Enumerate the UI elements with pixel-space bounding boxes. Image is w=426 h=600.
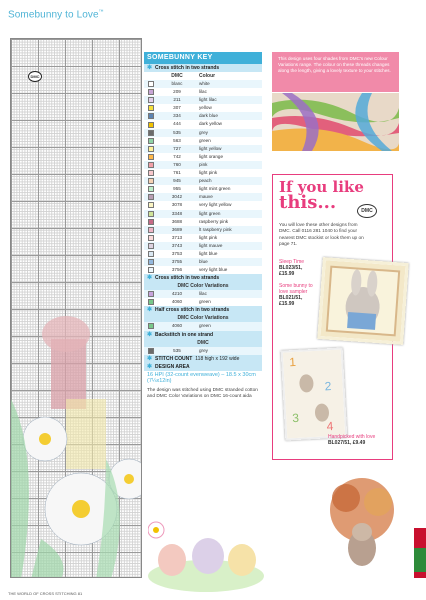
dmc-number: 3042	[171, 194, 183, 200]
key-rows-backstitch	[144, 347, 262, 355]
dmc-number: 4060	[171, 323, 183, 329]
sleep-time-photo	[317, 257, 409, 345]
svg-text:3: 3	[291, 410, 300, 426]
swatch-icon	[144, 153, 158, 161]
colour-name: dark yellow	[199, 121, 222, 127]
dmc-number: 3348	[171, 210, 183, 216]
bunnies-image	[148, 516, 266, 592]
swatch-icon	[144, 290, 158, 298]
swatch-icon	[144, 322, 158, 330]
colour-name: dark blue	[199, 113, 218, 119]
colour-name: grey	[199, 129, 208, 135]
sleep-time-image	[320, 260, 405, 341]
dmc-number: 4060	[171, 299, 183, 305]
dmc-number: 3743	[171, 242, 183, 248]
key-rows	[144, 80, 262, 274]
key-row	[144, 80, 262, 88]
dmc-number: 3689	[171, 226, 183, 232]
product-handpicked-code: BL027/51, £9.49	[328, 440, 366, 446]
swatch-icon	[144, 88, 158, 96]
dmc-number: 3078	[171, 202, 183, 208]
sub-dmc-variations-2: DMC Color Variations	[144, 314, 262, 322]
swatch-icon	[144, 226, 158, 234]
sampler-photo	[281, 347, 348, 440]
threads-photo	[272, 93, 399, 151]
colour-name: grey	[199, 347, 208, 353]
dmc-number: 3688	[171, 218, 183, 224]
product-sampler: Some bunny to love sampler BL021/51, £15.99	[279, 283, 313, 307]
edge-tab-green	[414, 548, 426, 572]
colour-name: mauve	[199, 194, 213, 200]
key-row	[144, 129, 262, 137]
colour-name: yellow	[199, 105, 212, 111]
sub-dmc: DMC	[144, 339, 262, 347]
key-rows-variations	[144, 290, 262, 306]
star-icon: ✱	[147, 307, 153, 314]
swatch-icon	[144, 266, 158, 274]
svg-text:2: 2	[324, 379, 332, 394]
dmc-number: 444	[173, 121, 181, 127]
chart-artwork	[11, 39, 142, 578]
page-footer: THE WORLD OF CROSS STITCHING 81	[8, 591, 83, 596]
colour-name: white	[199, 81, 210, 86]
dmc-number: 211	[173, 97, 181, 103]
handpicked-photo	[316, 474, 408, 574]
product-handpicked-name: Handpicked with love	[328, 434, 376, 440]
colour-name: light mauve	[199, 242, 223, 248]
colour-name: peach	[199, 178, 212, 184]
dmc-number: 761	[173, 170, 181, 176]
key-row	[144, 161, 262, 169]
col-dmc: DMC	[171, 73, 183, 79]
section-backstitch: ✱ Backstitch in one strand	[144, 331, 262, 339]
swatch-icon	[144, 193, 158, 201]
key-rows-half-cross	[144, 322, 262, 330]
swatch-icon	[144, 169, 158, 177]
key-row	[144, 322, 262, 330]
key-row	[144, 169, 262, 177]
key-row	[144, 226, 262, 234]
key-row	[144, 250, 262, 258]
materials-note: The design was stitched using DMC stranded cotton and DMC Color Variations on DMC 16-count aida	[147, 387, 258, 399]
swatch-icon	[144, 218, 158, 226]
dmc-number: blanc	[171, 81, 183, 86]
swatch-icon	[144, 185, 158, 193]
if-you-like-text: You will love these other designs from DMC. Call 0116 281 1040 to find your nearest DMC stockist or look them up on page 71.	[279, 222, 364, 246]
dmc-number: 3756	[171, 267, 183, 273]
swatch-icon	[144, 145, 158, 153]
key-row	[144, 210, 262, 218]
colour-name: lilac	[199, 89, 207, 95]
dmc-number: 742	[173, 153, 181, 159]
key-row	[144, 120, 262, 128]
colour-name: blue	[199, 259, 208, 265]
key-row	[144, 298, 262, 306]
dmc-number: 727	[173, 145, 181, 151]
product-sleep-time: Sleep Time BL023/51, £15.99	[279, 259, 305, 277]
key-row	[144, 88, 262, 96]
sampler-image	[283, 350, 345, 439]
swatch-icon	[144, 161, 158, 169]
swatch-icon	[144, 242, 158, 250]
dmc-number: 535	[173, 347, 181, 353]
dmc-number: 760	[173, 161, 181, 167]
swatch-icon	[144, 210, 158, 218]
key-row	[144, 218, 262, 226]
colour-name: light pink	[199, 234, 218, 240]
star-icon: ✱	[147, 65, 153, 71]
colour-name: raspberry pink	[199, 218, 229, 224]
if-you-like-heading: If you like this...	[279, 178, 364, 213]
stitch-count: ✱ STITCH COUNT 118 high x 192 wide	[144, 355, 262, 363]
colour-name: light blue	[199, 250, 218, 256]
colour-name: light mint green	[199, 186, 231, 192]
dmc-number: 955	[173, 186, 181, 192]
key-row	[144, 137, 262, 145]
colour-name: light orange	[199, 153, 224, 159]
dmc-number: 535	[173, 129, 181, 135]
swatch-icon	[144, 112, 158, 120]
star-icon: ✱	[147, 355, 153, 362]
key-row	[144, 96, 262, 104]
dmc-number: 334	[173, 113, 181, 119]
swatch-icon	[144, 201, 158, 209]
colour-name: light lilac	[199, 97, 217, 103]
swatch-icon	[144, 347, 158, 355]
bunnies-stitched-photo	[148, 516, 266, 592]
colour-name: light yellow	[199, 145, 222, 151]
swatch-icon	[144, 258, 158, 266]
somebunny-key	[144, 52, 262, 584]
svg-text:4: 4	[326, 419, 334, 434]
handpicked-image	[316, 474, 408, 574]
sub-dmc-variations: DMC Color Variations	[144, 282, 262, 290]
dmc-number: 563	[173, 137, 181, 143]
swatch-icon	[144, 96, 158, 104]
colour-name: very light yellow	[199, 202, 232, 208]
colour-name: very light blue	[199, 267, 228, 273]
swatch-icon	[144, 298, 158, 306]
colour-name: lilac	[199, 291, 207, 297]
swatch-icon	[144, 234, 158, 242]
key-row	[144, 258, 262, 266]
dmc-number: 3753	[171, 250, 183, 256]
key-row	[144, 347, 262, 355]
swatch-icon	[144, 177, 158, 185]
swatch-icon	[144, 137, 158, 145]
key-row	[144, 242, 262, 250]
key-row	[144, 290, 262, 298]
key-row	[144, 145, 262, 153]
colour-name: light pink	[199, 170, 218, 176]
dmc-number: 307	[173, 105, 181, 111]
thread-info-box: This design uses four shades from DMC's new Colour Variations range. The colour on these threads changes along the length, giving a lovely texture to your stitches.	[272, 52, 399, 92]
section-cross-stitch: ✱ Cross stitch in two strands	[144, 64, 262, 72]
dmc-number: 3713	[171, 234, 183, 240]
dmc-number: 945	[173, 178, 181, 184]
design-area-value: 16 HPI (32-count evenweave) – 18.5 x 30cm (7¼x12in)	[147, 371, 256, 385]
swatch-icon	[144, 250, 158, 258]
threads-image	[272, 93, 399, 151]
stitch-chart	[10, 38, 142, 578]
section-half-cross: ✱ Half cross stitch in two strands	[144, 306, 262, 314]
dmc-number: 3755	[171, 259, 183, 265]
section-cross-stitch-variations: ✱ Cross stitch in two strands	[144, 274, 262, 282]
page-title: Somebunny to Love™	[8, 9, 104, 21]
colour-name: green	[199, 299, 211, 305]
key-row	[144, 266, 262, 274]
dmc-number: 209	[173, 89, 181, 95]
colour-name: light green	[199, 210, 221, 216]
colour-name: green	[199, 323, 211, 329]
swatch-icon	[144, 120, 158, 128]
key-row	[144, 177, 262, 185]
col-colour: Colour	[199, 73, 216, 79]
key-row	[144, 104, 262, 112]
swatch-icon	[144, 129, 158, 137]
key-row	[144, 193, 262, 201]
colour-name: green	[199, 137, 211, 143]
key-row	[144, 234, 262, 242]
dmc-chart-marker: DMC	[28, 71, 42, 82]
key-title: SOMEBUNNY KEY	[144, 52, 262, 64]
key-row	[144, 185, 262, 193]
swatch-icon	[144, 104, 158, 112]
colour-name: pink	[199, 161, 208, 167]
page-edge	[414, 0, 426, 600]
colour-name: lt raspberry pink	[199, 226, 232, 232]
star-icon: ✱	[147, 275, 153, 282]
key-row	[144, 112, 262, 120]
key-row	[144, 153, 262, 161]
swatch-icon	[144, 80, 158, 88]
star-icon: ✱	[147, 331, 153, 338]
design-area: ✱ DESIGN AREA	[144, 363, 262, 371]
key-row	[144, 201, 262, 209]
dmc-number: 4210	[171, 291, 183, 297]
key-column-headers	[144, 72, 262, 80]
star-icon: ✱	[147, 363, 153, 370]
dmc-logo: DMC	[357, 204, 377, 218]
svg-text:1: 1	[288, 354, 297, 370]
